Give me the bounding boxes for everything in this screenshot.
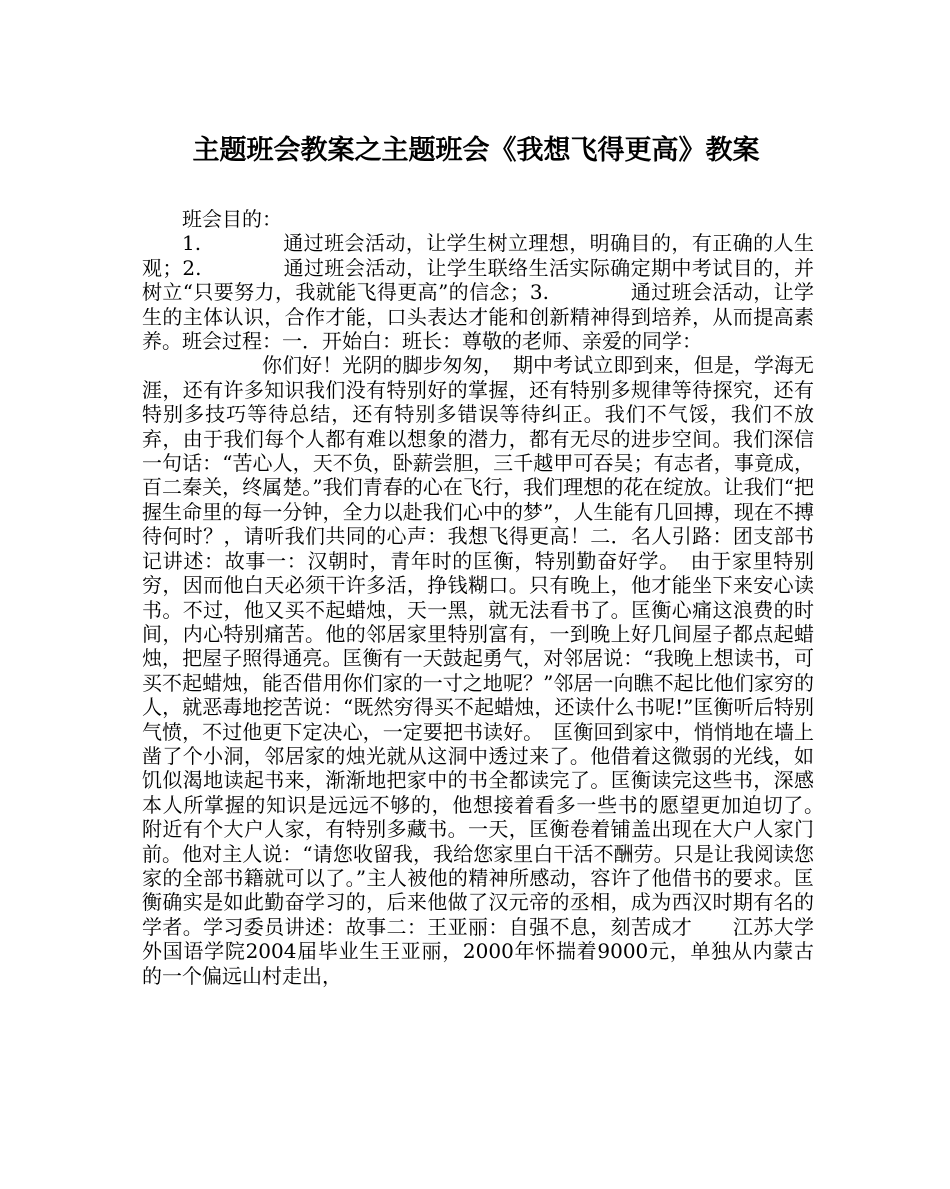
paragraph-objectives-heading: 班会目的：	[182, 207, 282, 231]
document-body	[142, 207, 834, 988]
paragraph-main-text: 你们好！光阴的脚步匆匆， 期中考试立即到来，但是，学海无涯，还有许多知识我们没有特别好的掌握，还有特别多规律等待探究，还有特别多技巧等待总结，还有特别多错误等待纠正。我们不气馁，我们不放弃，由于我们每个人都有难以想象的潜力，都有无尽的进步空间。我们深信一句话：“苦心人，天不负，卧薪尝胆，三千越甲可吞吴；有志者，事竟成，百二秦关，终属楚。”我们青春的心在飞行，我们理想的花在绽放。让我们“把握生命里的每一分钟，全力以赴我们心中的梦”，人生能有几回搏，现在不搏待何时？，请听我们共同的心声：我想飞得更高！二．名人引路：团支部书记讲述：故事一：汉朝时，青年时的匡衡，特别勤奋好学。 由于家里特别穷，因而他白天必须干许多活，挣钱糊口。只有晚上，他才能坐下来安心读书。不过，他又买不起蜡烛，天一黑，就无法看书了。匡衡心痛这浪费的时间，内心特别痛苦。他的邻居家里特别富有，一到晚上好几间屋子都点起蜡烛，把屋子照得通亮。匡衡有一天鼓起勇气，对邻居说：“我晚上想读书，可买不起蜡烛，能否借用你们家的一寸之地呢？”邻居一向瞧不起比他们家穷的人，就恶毒地挖苦说：“既然穷得买不起蜡烛，还读什么书呢!”匡衡听后特别气愤，不过他更下定决心，一定要把书读好。 匡衡回到家中，悄悄地在墙上凿了个小洞，邻居家的烛光就从这洞中透过来了。他借着这微弱的光线，如饥似渴地读起书来，渐渐地把家中的书全都读完了。匡衡读完这些书，深感本人所掌握的知识是远远不够的，他想接着看多一些书的愿望更加迫切了。 附近有个大户人家，有特别多藏书。一天，匡衡卷着铺盖出现在大户人家门前。他对主人说：“请您收留我，我给您家里白干活不酬劳。只是让我阅读您家的全部书籍就可以了。”主人被他的精神所感动，容许了他借书的要求。匡衡确实是如此勤奋学习的，后来他做了汉元帝的丞相，成为西汉时期有名的学者。学习委员讲述：故事二：王亚丽：自强不息，刻苦成才 江苏大学外国语学院2004届毕业生王亚丽，2000年怀揣着9000元，单独从内蒙古的一个偏远山村走出，	[142, 353, 834, 988]
document-title: 主题班会教案之主题班会《我想飞得更高》教案	[192, 135, 760, 166]
paragraph-objectives: 1. 通过班会活动，让学生树立理想，明确目的，有正确的人生观；2. 通过班会活动，让学生联络生活实际确定期中考试目的，并树立“只要努力，我就能飞得更高”的信念；3. 通过班会活动，让学生的主体认识，合作才能，口头表达才能和创新精神得到培养，从而提高素养。班会过程：一．开始白：班长：尊敬的老师、亲爱的同学：	[142, 231, 814, 354]
